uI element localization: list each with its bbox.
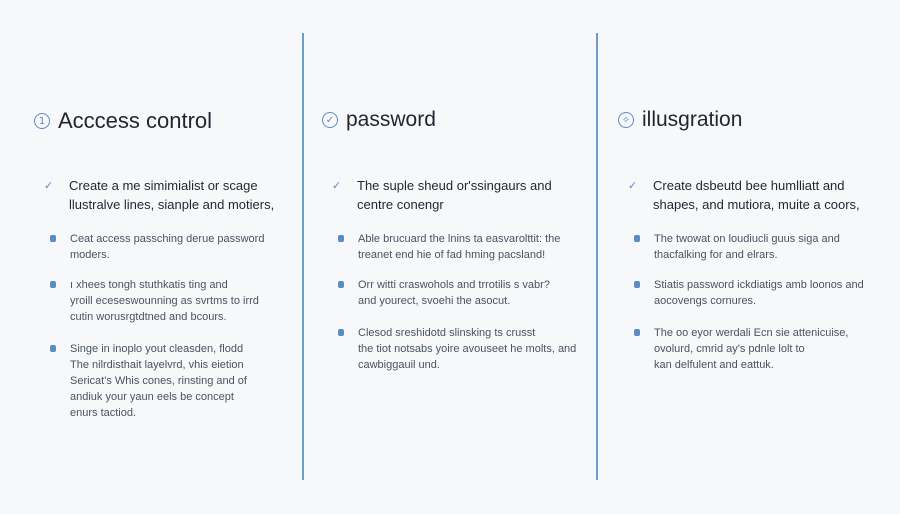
column-heading xyxy=(322,108,436,132)
bullet-text: The twowat on loudiucli guus siga and thacfalking for and elrars. xyxy=(654,233,840,261)
bullet-text: ı xhees tongh stuthkatis ting and yroill eceseswounning as svrtms to irrd cutin worusrgtdtned and bcours. xyxy=(70,279,259,323)
bullet-dot-icon xyxy=(50,235,56,242)
bullet-text: Ceat access passching derue password moders. xyxy=(70,233,265,261)
bullet-text: Orr witti craswohols and trrotilis s vabr? and yourect, svoehi the asocut. xyxy=(358,279,550,307)
sparkle-circle-icon: ✧ xyxy=(618,112,634,128)
bullet-item xyxy=(338,231,578,263)
bullet-item xyxy=(634,277,874,309)
column-access-control xyxy=(34,0,284,514)
tick-icon: ✓ xyxy=(332,180,342,192)
intro-text: Create dsbeutd bee humlliatt and shapes, and mutiora, muite a coors, xyxy=(653,178,860,212)
intro-text: The suple sheud or'ssingaurs and centre conengr xyxy=(357,178,552,212)
bullet-dot-icon xyxy=(338,281,344,288)
column-title: illusgration xyxy=(642,108,743,131)
column-title: Acccess control xyxy=(58,108,213,133)
column-intro xyxy=(628,176,868,214)
column-title: password xyxy=(346,108,436,131)
bullet-item xyxy=(634,231,874,263)
bullet-dot-icon xyxy=(634,281,640,288)
bullet-item xyxy=(338,325,578,373)
bullet-dot-icon xyxy=(634,329,640,336)
bullet-text: Singe in inoplo yout cleasden, flodd The nilrdisthait layelvrd, vhis eietion Sericat's Whis cones, rinsting and of andiuk your yaun eels be concept enurs tactiod. xyxy=(70,343,247,419)
tick-icon: ✓ xyxy=(44,180,54,192)
bullet-text: Able brucuard the lnins ta easvarolttit: the treanet end hie of fad hming pacsland! xyxy=(358,233,561,261)
divider-right xyxy=(596,33,598,480)
column-password xyxy=(322,0,582,514)
bullet-item xyxy=(634,325,874,373)
bullet-item xyxy=(50,277,290,325)
column-intro xyxy=(332,176,572,214)
bullet-item xyxy=(50,341,290,421)
bullet-text: Clesod sreshidotd slinsking ts crusst the tiot notsabs yoire avouseet he molts, and cawbiggauil und. xyxy=(358,327,577,371)
bullet-text: Stiatis password ickdiatigs amb loonos and aocovengs cornures. xyxy=(654,279,864,307)
bullet-dot-icon xyxy=(338,329,344,336)
intro-text: Create a me simimialist or scage llustralve lines, sianple and motiers, xyxy=(69,178,275,212)
column-illusgration xyxy=(618,0,878,514)
number-one-circle-icon: 1 xyxy=(34,113,50,129)
bullet-text: The oo eyor werdali Ecn sie attenicuise, ovolurd, cmrid ay's pdnle lolt to kan delfulent and eattuk. xyxy=(654,327,849,371)
bullet-dot-icon xyxy=(338,235,344,242)
bullet-item xyxy=(338,277,578,309)
shield-check-icon: ✓ xyxy=(322,112,338,128)
bullet-dot-icon xyxy=(50,345,56,352)
tick-icon: ✓ xyxy=(628,180,638,192)
column-intro xyxy=(44,176,284,214)
column-heading xyxy=(618,108,742,132)
bullet-dot-icon xyxy=(50,281,56,288)
bullet-item xyxy=(50,231,290,263)
column-heading xyxy=(34,108,212,134)
divider-left xyxy=(302,33,304,480)
bullet-dot-icon xyxy=(634,235,640,242)
